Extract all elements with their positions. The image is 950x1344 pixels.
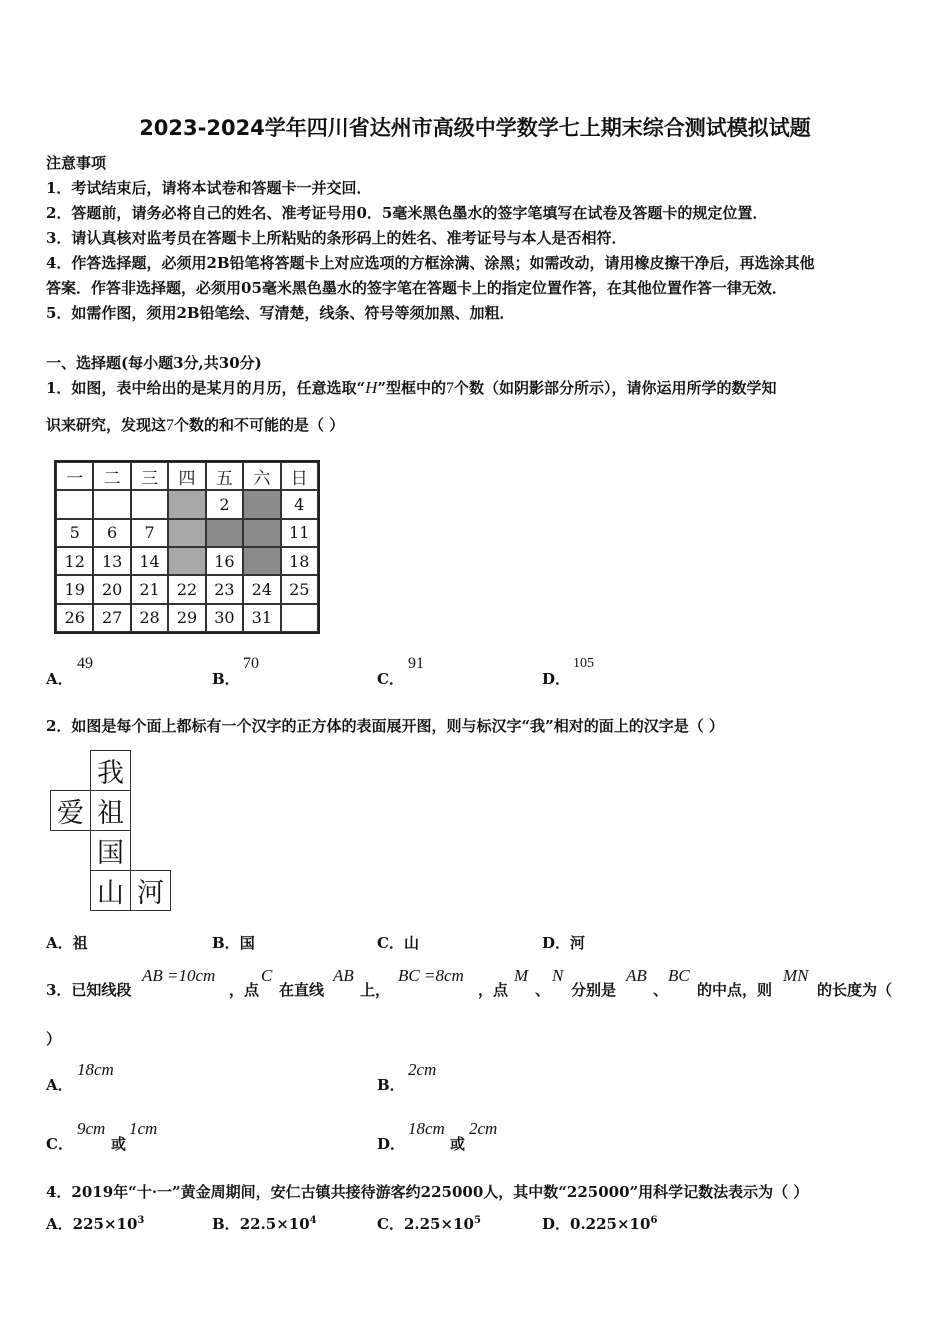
q3-math: N	[552, 966, 564, 985]
net-face-ai: 爱	[50, 790, 91, 831]
q2-option-label: A．	[46, 934, 73, 952]
calendar-cell: 18	[281, 547, 318, 575]
q2-option-label: D．	[542, 934, 571, 952]
q3-option-d-value-2: 2cm	[469, 1119, 498, 1138]
q3-text: 在直线	[279, 981, 325, 999]
notice-item: 答案．作答非选择题，必须用05毫米黑色墨水的签字笔在答题卡上的指定位置作答，在其他位置作答一律无效．	[46, 279, 787, 297]
calendar-cell: 14	[131, 547, 168, 575]
q3-math: BC =8cm	[398, 966, 464, 985]
q3-option-c-or: 或	[111, 1135, 127, 1153]
q3-math: AB	[626, 966, 647, 985]
calendar-cell-shaded	[243, 490, 280, 518]
q1-option-a-label: A．	[46, 670, 73, 688]
calendar-table	[54, 460, 320, 634]
net-face-he: 河	[130, 870, 171, 911]
calendar-cell: 26	[56, 604, 93, 632]
calendar-cell: 7	[131, 519, 168, 547]
q1-option-a-value: 49	[77, 655, 93, 672]
calendar-cell: 20	[93, 575, 130, 603]
calendar-cell-shaded	[206, 519, 243, 547]
section-heading: 一、选择题(每小题3分,共30分)	[46, 354, 262, 372]
notice-item: 4．作答选择题，必须用2B铅笔将答题卡上对应选项的方框涂满、涂黑；如需改动，请用橡皮擦干净后，再选涂其他	[46, 254, 815, 272]
q2-option-c	[377, 932, 419, 953]
calendar-cell: 24	[243, 575, 280, 603]
q3-option-a-value: 18cm	[77, 1060, 114, 1079]
q1-text: ”型框中的	[377, 379, 446, 397]
calendar-cell	[131, 490, 168, 518]
calendar-cell: 5	[56, 519, 93, 547]
q3-option-c-label: C．	[46, 1135, 73, 1153]
q4-option-label: A．	[46, 1215, 73, 1233]
calendar-cell: 6	[93, 519, 130, 547]
q4-option-c	[377, 1213, 481, 1234]
q1-text: 1．如图，表中给出的是某月的月历，任意选取“	[46, 379, 366, 397]
q4-option-value: 22.5×10	[239, 1215, 310, 1233]
calendar-cell: 13	[93, 547, 130, 575]
q3-text: 分别是	[571, 981, 617, 999]
q4-option-exponent: 5	[473, 1215, 481, 1226]
q3-option-c-value-2: 1cm	[129, 1119, 158, 1138]
calendar-cell-shaded	[168, 547, 205, 575]
q2-option-b	[212, 932, 255, 953]
q3-text: 的长度为（	[817, 981, 893, 999]
question-4-text: 4．2019年“十·一”黄金周期间，安仁古镇共接待游客约225000人，其中数“225000”用科学记数法表示为（ ）	[46, 1183, 809, 1201]
calendar-cell: 12	[56, 547, 93, 575]
q3-text: 3．已知线段	[46, 981, 132, 999]
calendar-header: 六	[243, 462, 280, 490]
notice-item: 3．请认真核对监考员在答题卡上所粘贴的条形码上的姓名、准考证号与本人是否相符．	[46, 229, 627, 247]
q3-text: 上，	[360, 981, 391, 999]
q3-text: ，点	[229, 981, 260, 999]
q2-option-value: 国	[239, 934, 255, 952]
calendar-header: 五	[206, 462, 243, 490]
q3-text-close: ）	[46, 1030, 62, 1048]
q4-option-a	[46, 1213, 144, 1234]
q4-option-value: 225×10	[72, 1215, 138, 1233]
q4-option-label: B．	[212, 1215, 240, 1233]
q2-option-value: 祖	[72, 934, 88, 952]
notice-heading: 注意事项	[46, 154, 107, 172]
calendar-cell-shaded	[168, 519, 205, 547]
calendar-cell: 30	[206, 604, 243, 632]
q4-option-label: C．	[377, 1215, 404, 1233]
q2-option-d	[542, 932, 585, 953]
q4-option-exponent: 6	[650, 1215, 658, 1226]
notice-item: 2．答题前，请务必将自己的姓名、准考证号用0．5毫米黑色墨水的签字笔填写在试卷及答题卡的规定位置．	[46, 204, 768, 222]
q3-math: MN	[783, 966, 809, 985]
q3-math: C	[261, 966, 273, 985]
calendar-cell: 4	[281, 490, 318, 518]
q4-option-exponent: 4	[309, 1215, 317, 1226]
q3-math: BC	[668, 966, 690, 985]
q3-option-a-label: A．	[46, 1076, 73, 1094]
calendar-cell: 19	[56, 575, 93, 603]
q1-text: 识来研究，发现这	[46, 416, 167, 434]
net-face-guo: 国	[90, 830, 131, 871]
calendar-cell: 23	[206, 575, 243, 603]
calendar-cell-shaded	[243, 519, 280, 547]
q3-math: AB	[333, 966, 354, 985]
q2-option-a	[46, 932, 88, 953]
q3-option-c-value-1: 9cm	[77, 1119, 106, 1138]
notice-item: 5．如需作图，须用2B铅笔绘、写清楚，线条、符号等须加黑、加粗．	[46, 304, 515, 322]
q3-text: 、	[535, 981, 551, 999]
calendar-header: 一	[56, 462, 93, 490]
question-1-line-2	[46, 414, 344, 435]
q3-option-d-value-1: 18cm	[408, 1119, 445, 1138]
q1-option-c-label: C．	[377, 670, 404, 688]
q1-seven: 7	[446, 380, 454, 397]
q3-option-b-label: B．	[377, 1076, 405, 1094]
calendar-header: 日	[281, 462, 318, 490]
q3-option-b-value: 2cm	[408, 1060, 437, 1079]
net-face-zu: 祖	[90, 790, 131, 831]
calendar-cell	[56, 490, 93, 518]
q1-text: 个数（如阴影部分所示），请你运用所学的数学知	[454, 379, 777, 397]
calendar-cell: 29	[168, 604, 205, 632]
q1-seven: 7	[166, 417, 175, 434]
calendar-cell: 27	[93, 604, 130, 632]
q4-option-b	[212, 1213, 317, 1234]
q3-text: ，点	[478, 981, 509, 999]
notice-item: 1．考试结束后，请将本试卷和答题卡一并交回．	[46, 179, 372, 197]
q4-option-value: 0.225×10	[570, 1215, 651, 1233]
calendar-cell: 16	[206, 547, 243, 575]
calendar-header: 二	[93, 462, 130, 490]
calendar-cell: 25	[281, 575, 318, 603]
q1-option-b-value: 70	[243, 655, 259, 672]
calendar-cell: 2	[206, 490, 243, 518]
q3-text: 、	[653, 981, 669, 999]
q4-option-d	[542, 1213, 657, 1234]
calendar-cell: 28	[131, 604, 168, 632]
net-face-shan: 山	[90, 870, 131, 911]
calendar-cell	[281, 604, 318, 632]
q2-option-label: B．	[212, 934, 240, 952]
q3-option-d-or: 或	[450, 1135, 466, 1153]
q4-option-value: 2.25×10	[403, 1215, 474, 1233]
calendar-cell: 11	[281, 519, 318, 547]
q1-h-symbol: H	[365, 378, 378, 397]
question-1-line-1	[46, 377, 777, 398]
q2-option-value: 山	[403, 934, 419, 952]
q2-option-value: 河	[570, 934, 586, 952]
q4-option-label: D．	[542, 1215, 571, 1233]
q3-text: 的中点，则	[697, 981, 773, 999]
calendar-cell: 21	[131, 575, 168, 603]
q1-text: 个数的和不可能的是（ ）	[174, 416, 345, 434]
calendar-cell-shaded	[168, 490, 205, 518]
q1-option-c-value: 91	[408, 655, 424, 672]
q3-math: M	[514, 966, 529, 985]
calendar-header: 四	[168, 462, 205, 490]
q4-option-exponent: 3	[137, 1215, 145, 1226]
q3-option-d-label: D．	[377, 1135, 406, 1153]
page-title: 2023-2024学年四川省达州市高级中学数学七上期末综合测试模拟试题	[139, 116, 811, 140]
q2-option-label: C．	[377, 934, 404, 952]
net-face-wo: 我	[90, 750, 131, 791]
calendar-cell-shaded	[243, 547, 280, 575]
q1-option-d-value: 105	[573, 656, 594, 671]
q3-math: AB =10cm	[142, 966, 216, 985]
calendar-cell: 22	[168, 575, 205, 603]
q1-option-d-label: D．	[542, 670, 571, 688]
q1-option-b-label: B．	[212, 670, 240, 688]
question-2-text: 2．如图是每个面上都标有一个汉字的正方体的表面展开图，则与标汉字“我”相对的面上的汉字是（ ）	[46, 717, 724, 735]
calendar-cell	[93, 490, 130, 518]
calendar-header: 三	[131, 462, 168, 490]
calendar-cell: 31	[243, 604, 280, 632]
